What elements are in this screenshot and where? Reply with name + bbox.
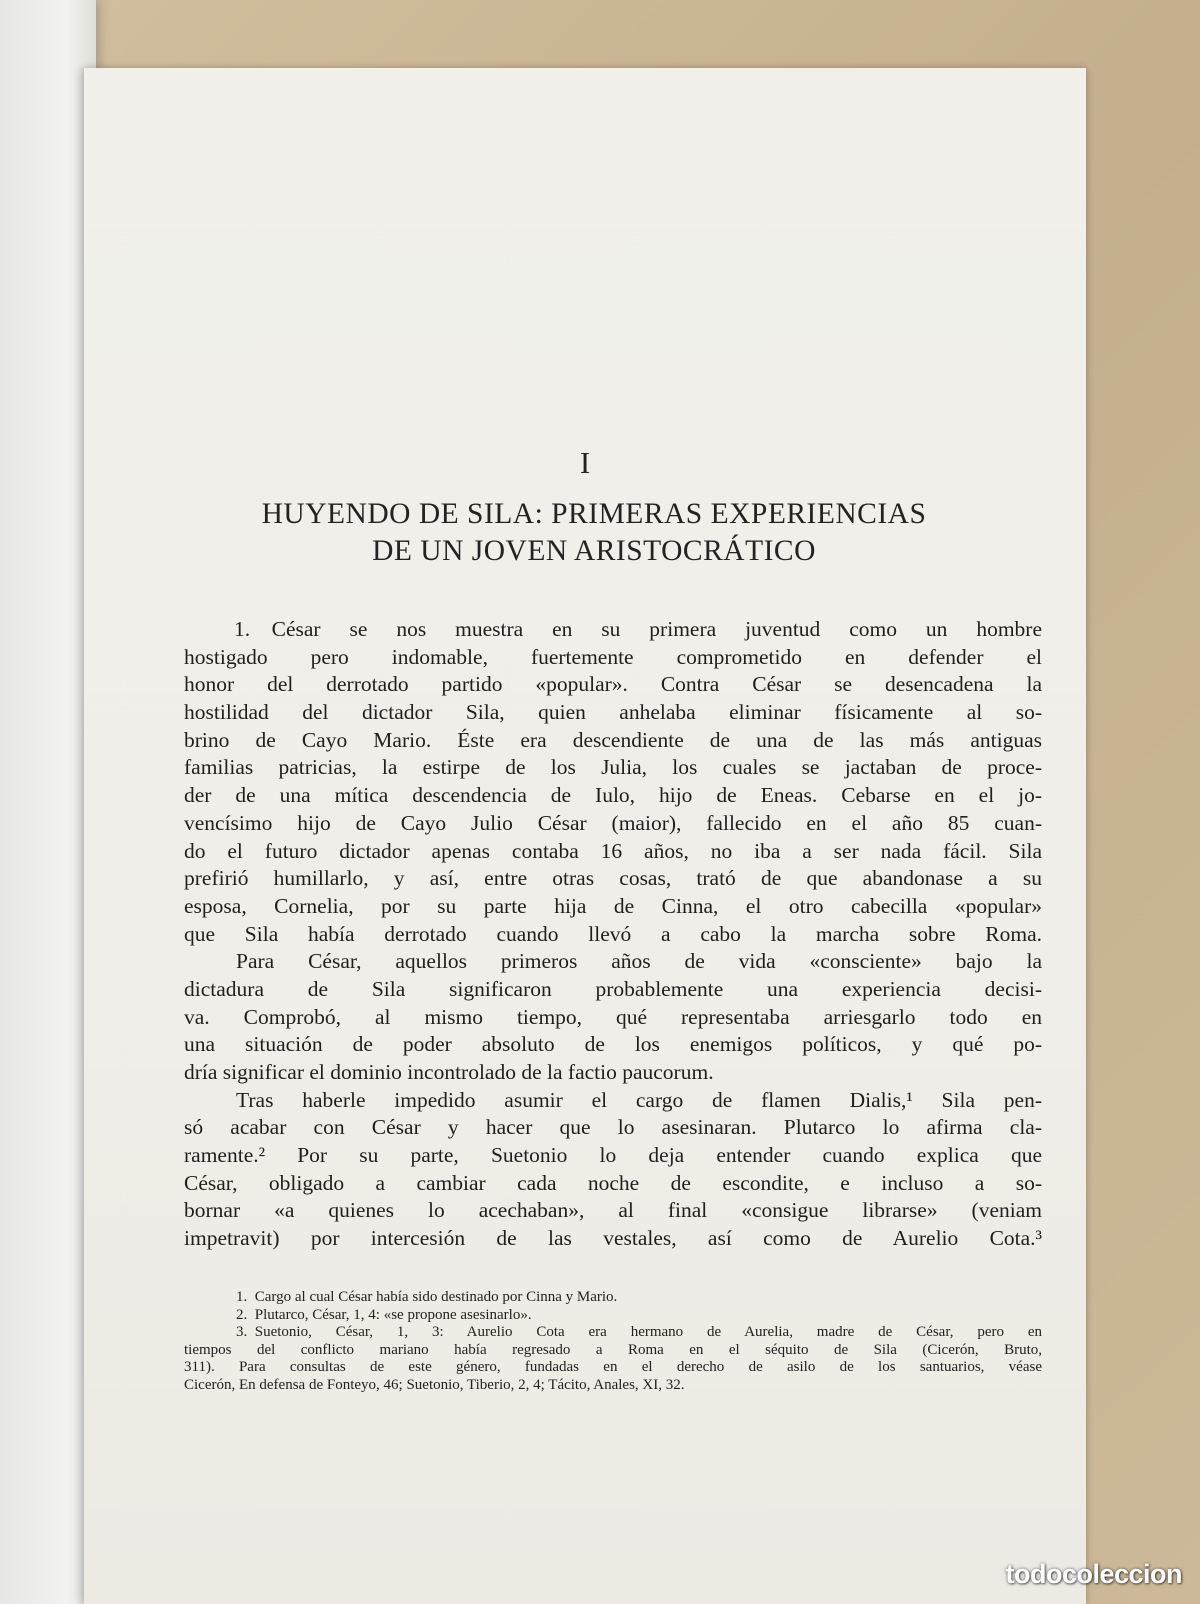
footnote-line: 2. Plutarco, César, 1, 4: «se propone asesinarlo». [236,1306,532,1323]
text-line: Para César, aquellos primeros años de vida «consciente» bajo la [236,949,1042,974]
text-line: va. Comprobó, al mismo tiempo, qué representaba arriesgarlo todo en [184,1004,1042,1029]
text-line: que Sila había derrotado cuando llevó a cabo la marcha sobre Roma. [184,921,1042,946]
text-line: Tras haberle impedido asumir el cargo de flamen Dialis,¹ Sila pen- [236,1087,1042,1112]
chapter-title [144,496,1044,570]
text-line: vencísimo hijo de Cayo Julio César (maior), fallecido en el año 85 cuan- [184,810,1042,835]
text-line: dictadura de Sila significaron probablemente una experiencia decisi- [184,976,1042,1001]
footnote-line: 311). Para consultas de este género, fundadas en el derecho de asilo de los santuarios, véase [184,1359,1042,1375]
footnote-line: Cicerón, En defensa de Fonteyo, 46; Suetonio, Tiberio, 2, 4; Tácito, Anales, XI, 32. [184,1376,685,1393]
chapter-title-line-1: HUYENDO DE SILA: PRIMERAS EXPERIENCIAS [261,498,927,530]
footnote-line: 3. Suetonio, César, 1, 3: Aurelio Cota era hermano de Aurelia, madre de César, pero en [236,1324,1042,1340]
left-page-edge [0,0,96,1604]
text-line: 1. César se nos muestra en su primera juventud como un hombre [234,617,1042,641]
watermark-logo: todocoleccion [1005,1559,1182,1589]
text-line: una situación de poder absoluto de los enemigos políticos, y qué po- [184,1032,1042,1057]
text-line: esposa, Cornelia, por su parte hija de Cinna, el otro cabecilla «popular» [184,893,1042,918]
text-line: ramente.² Por su parte, Suetonio lo deja entender cuando explica que [184,1143,1042,1168]
footnote-line: tiempos del conflicto mariano había regresado a Roma en el séquito de Sila (Cicerón, Bruto, [184,1341,1042,1358]
text-line: der de una mítica descendencia de Iulo, hijo de Eneas. Cebarse en el jo- [184,783,1042,808]
text-line: brino de Cayo Mario. Éste era descendiente de una de las más antiguas [184,727,1042,752]
chapter-number: I [579,445,591,480]
body-text [184,616,1042,1253]
text-line: bornar «a quienes lo acechaban», al final «consigue librarse» (veniam [184,1198,1042,1223]
chapter-title-line-2: DE UN JOVEN ARISTOCRÁTICO [372,535,816,567]
text-line: do el futuro dictador apenas contaba 16 años, no iba a ser nada fácil. Sila [184,838,1042,863]
book-page [84,68,1086,1604]
text-line: prefirió humillarlo, y así, entre otras cosas, trató de que abandonase a su [184,866,1042,891]
text-line: impetravit) por intercesión de las vestales, así como de Aurelio Cota.³ [184,1226,1042,1251]
footnote-line: 1. Cargo al cual César había sido destinado por Cinna y Mario. [236,1289,618,1305]
text-line: familias patricias, la estirpe de los Julia, los cuales se jactaban de proce- [184,755,1042,780]
text-line: dría significar el dominio incontrolado de la factio paucorum. [184,1060,714,1084]
text-line: hostigado pero indomable, fuertemente comprometido en defender el [184,644,1042,669]
footnotes [184,1289,1042,1394]
text-line: César, obligado a cambiar cada noche de escondite, e incluso a so- [184,1170,1042,1195]
text-line: hostilidad del dictador Sila, quien anhelaba eliminar físicamente al so- [184,700,1042,725]
text-line: honor del derrotado partido «popular». Contra César se desencadena la [184,672,1042,697]
text-line: só acabar con César y hacer que lo asesinaran. Plutarco lo afirma cla- [184,1115,1042,1140]
